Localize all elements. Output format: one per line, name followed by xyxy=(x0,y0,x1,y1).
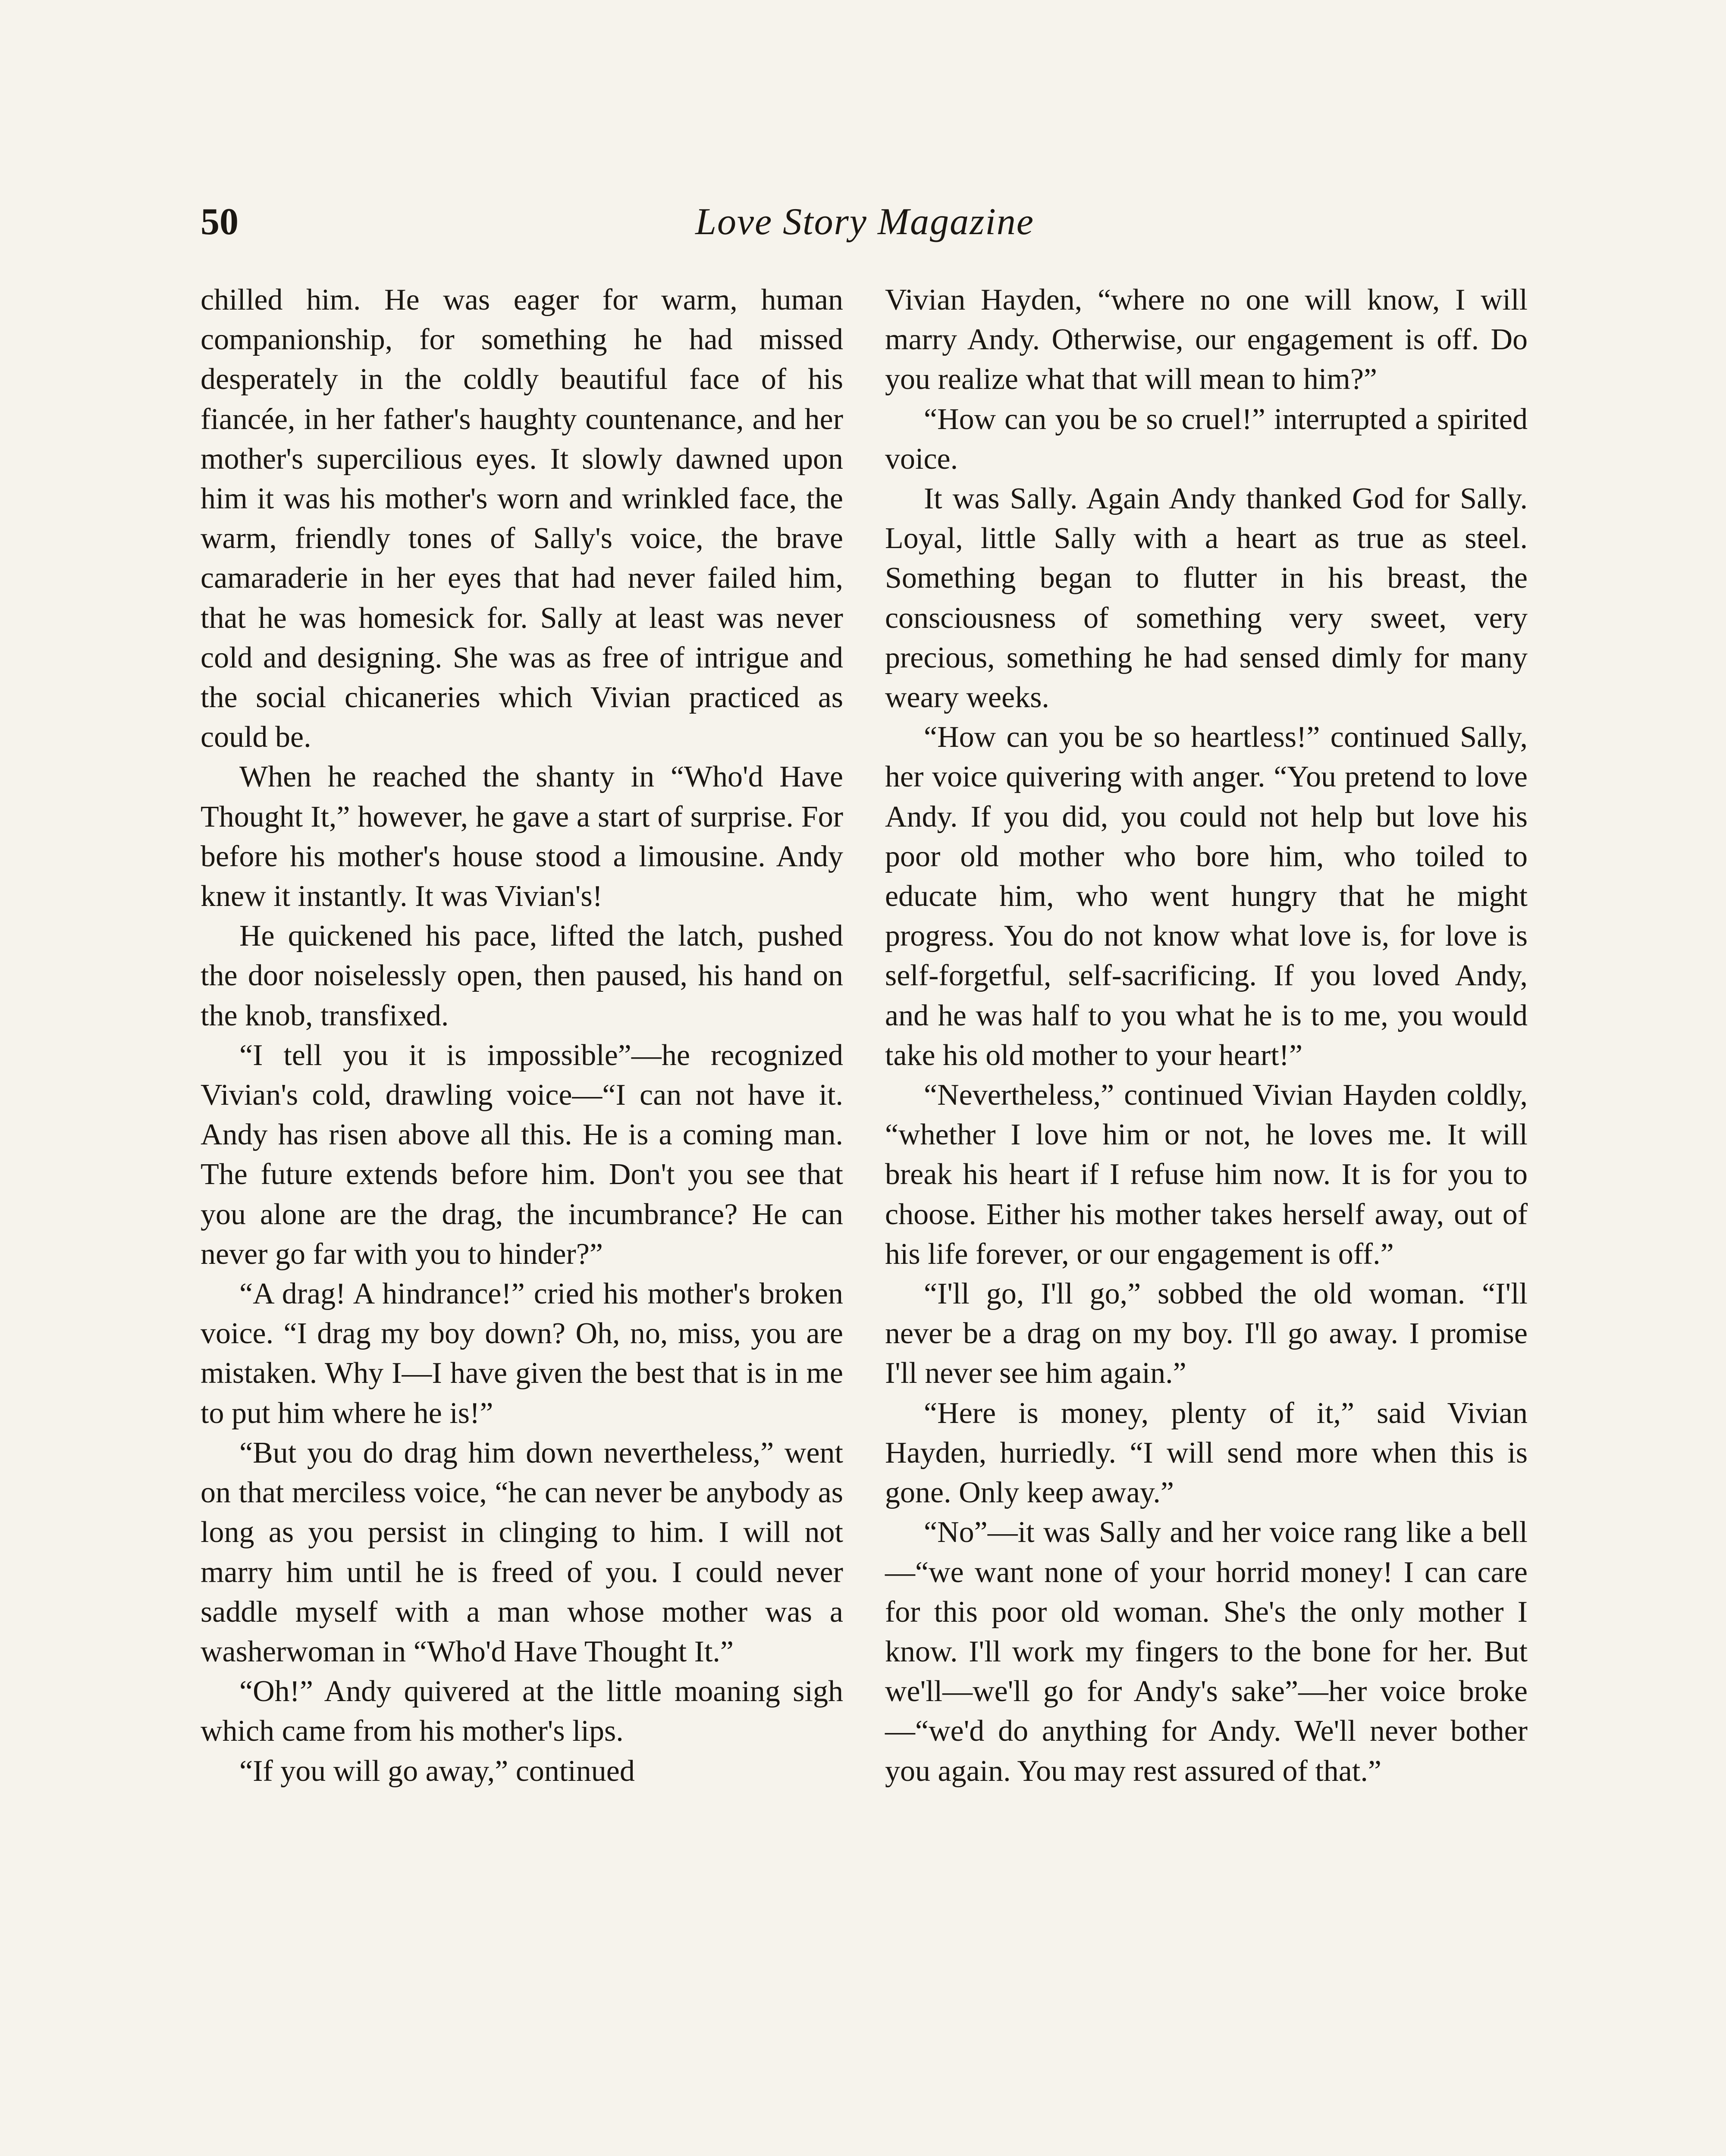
paragraph: chilled him. He was eager for warm, human companionship, for something he had missed desperately in the coldly beautiful face of his fiancée, in her father's haughty countenance, and her mother's supercilious eyes. It slowly dawned upon him it was his mother's worn and wrinkled face, the warm, friendly tones of Sally's voice, the brave camaraderie in her eyes that had never failed him, that he was homesick for. Sally at least was never cold and designing. She was as free of intrigue and the social chicaneries which Vivian practiced as could be. xyxy=(201,283,843,754)
page-number: 50 xyxy=(201,201,239,243)
paragraph: “But you do drag him down nevertheless,” went on that merciless voice, “he can never be anybody as long as you persist in clinging to him. I will not marry him until he is freed of you. I could never saddle myself with a man whose mother was a washerwoman in “Who'd Have Thought It.” xyxy=(201,1436,843,1668)
paragraph: “Nevertheless,” continued Vivian Hayden coldly, “whether I love him or not, he loves me. It will break his heart if I refuse him now. It is for you to choose. Either his mother takes herself away, out of his life forever, or our engagement is off.” xyxy=(885,1078,1528,1271)
paragraph: He quickened his pace, lifted the latch, pushed the door noiselessly open, then paused, his hand on the knob, transfixed. xyxy=(201,919,843,1032)
paragraph: “Oh!” Andy quivered at the little moaning sigh which came from his mother's lips. xyxy=(201,1675,843,1748)
paragraph: “How can you be so heartless!” continued Sally, her voice quivering with anger. “You pretend to love Andy. If you did, you could not help but love his poor old mother who bore him, who toiled to educate him, who went hungry that he might progress. You do not know what love is, for love is self-forgetful, self-sacrificing. If you loved Andy, and he was half to you what he is to me, you would take his old mother to your heart!” xyxy=(885,721,1528,1072)
right-column xyxy=(885,280,1528,1791)
paragraph: It was Sally. Again Andy thanked God for Sally. Loyal, little Sally with a heart as true as steel. Something began to flutter in his breast, the consciousness of something very sweet, very precious, something he had sensed dimly for many weary weeks. xyxy=(885,482,1528,714)
magazine-title: Love Story Magazine xyxy=(695,201,1034,243)
paragraph: “No”—it was Sally and her voice rang like a bell—“we want none of your horrid money! I can care for this poor old woman. She's the only mother I know. I'll work my fingers to the bone for her. But we'll—we'll go for Andy's sake”—her voice broke—“we'd do anything for Andy. We'll never bother you again. You may rest assured of that.” xyxy=(885,1516,1528,1788)
left-column xyxy=(201,280,843,1791)
paragraph: Vivian Hayden, “where no one will know, I will marry Andy. Otherwise, our engagement is off. Do you realize what that will mean to him?” xyxy=(885,283,1528,396)
paragraph: “If you will go away,” continued xyxy=(239,1754,635,1788)
paragraph: “Here is money, plenty of it,” said Vivian Hayden, hurriedly. “I will send more when this is gone. Only keep away.” xyxy=(885,1396,1528,1510)
paragraph: “A drag! A hindrance!” cried his mother's broken voice. “I drag my boy down? Oh, no, miss, you are mistaken. Why I—I have given the best that is in me to put him where he is!” xyxy=(201,1277,843,1430)
page-header xyxy=(201,196,1529,248)
paragraph: “I tell you it is impossible”—he recognized Vivian's cold, drawling voice—“I can not have it. Andy has risen above all this. He is a coming man. The future extends before him. Don't you see that you alone are the drag, the incumbrance? He can never go far with you to hinder?” xyxy=(201,1038,843,1271)
paragraph: “I'll go, I'll go,” sobbed the old woman. “I'll never be a drag on my boy. I'll go away. I promise I'll never see him again.” xyxy=(885,1277,1528,1390)
paragraph: When he reached the shanty in “Who'd Have Thought It,” however, he gave a start of surprise. For before his mother's house stood a limousine. Andy knew it instantly. It was Vivian's! xyxy=(201,760,843,913)
paragraph: “How can you be so cruel!” interrupted a spirited voice. xyxy=(885,402,1528,476)
